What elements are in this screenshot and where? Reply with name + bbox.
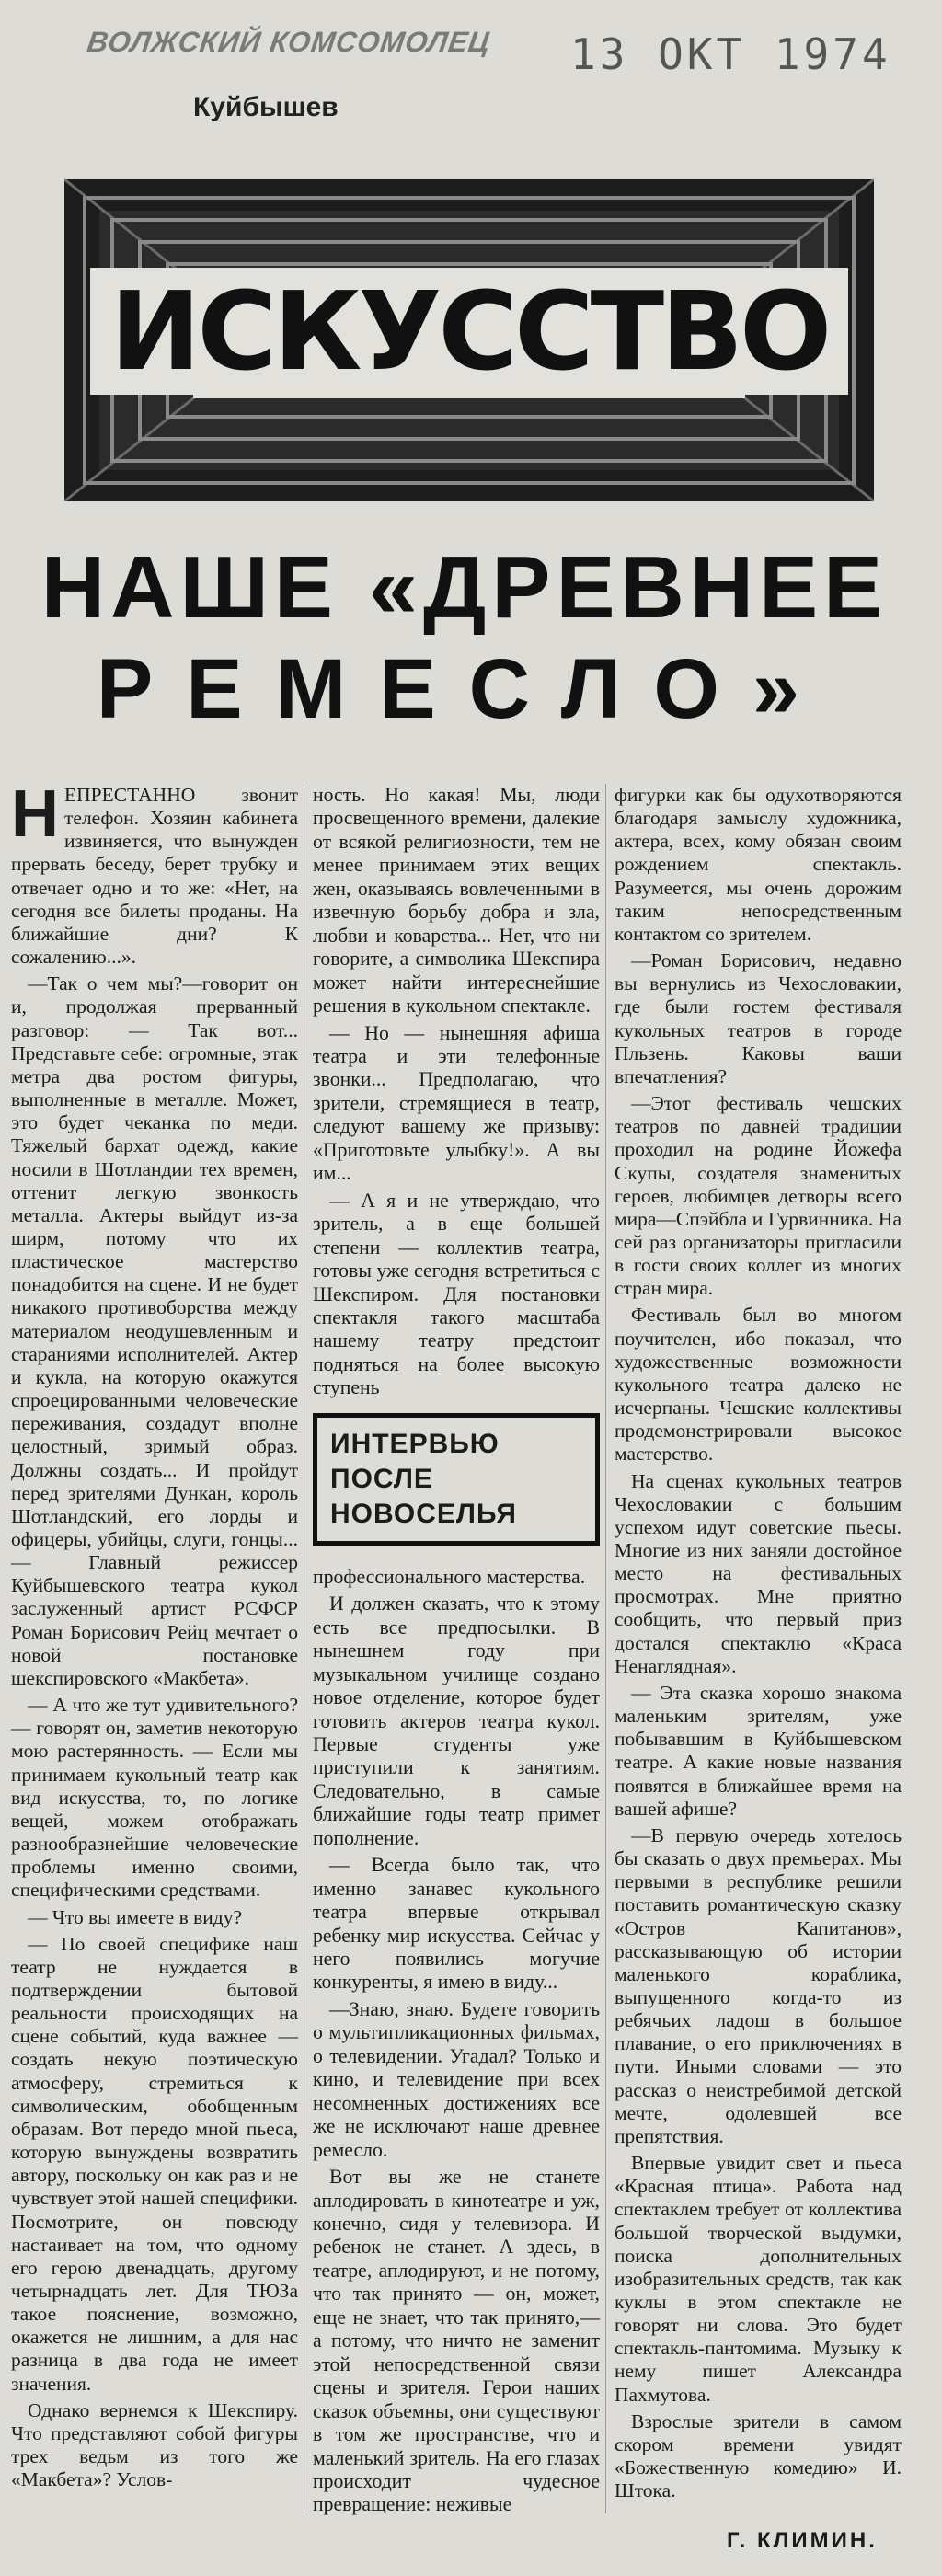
article-paragraph: —В первую очередь хотелось бы сказать о двух премьерах. Мы первыми в республике решили поставить романтическую сказку «Остров Капитанов», рассказывающую об истории маленького кораблика, выпущенного когда-то из ребячьих ладош в большое плавание, о его приключениях в пути. Иными словами — это рассказ о неистребимой детской мечте, одолевшей все препятствия. — [615, 1823, 902, 2147]
article-paragraph: — Но — нынешняя афиша театра и эти телефонные звонки... Предполагаю, что зрители, стремящиеся в театр, следуют вашему же призыву: «Приготовьте улыбку!». А вы им... — [313, 1021, 600, 1185]
interview-box — [313, 1413, 600, 1546]
author-signature: Г. КЛИМИН. — [727, 2528, 878, 2553]
article-paragraph: —Так о чем мы?—говорит он и, продолжая прерванный разговор: — Так вот... Представьте себе: огромные, этак метра два ростом фигуры, выполненные в металле. Может, это будет чеканка по меди. Тяжелый бархат одежд, какие носили в Шотландии тех времен, оттенит легкую звонкость металла. Актеры выйдут из-за ширм, потому что их пластическое мастерство понадобится на сцене. И не будет никакого противоборства между материалом неодушевленным и стараниями исполнителей. Актер и кукла, на которую окажутся спроецированными человеческие переживания, создадут вполне целостный, зримый образ. Должны создать... И пройдут перед зрителями Дункан, король Шотландский, его лорды и офицеры, убийцы, слуги, гонцы... — Главный режиссер Куйбышевского театра кукол заслуженный артист РСФСР Роман Борисович Рейц мечтает о новой постановке шекспировского «Макбета». — [11, 972, 298, 1689]
article-paragraph: фигурки как бы одухотворяются благодаря замыслу художника, актера, всех, кому обязан своим рождением спектакль. Разумеется, мы очень дорожим таким непосредственным контактом со зрителем. — [615, 784, 902, 945]
drop-cap: Н — [11, 777, 59, 851]
article-paragraph: Впервые увидит свет и пьеса «Красная птица». Работа над спектаклем требует от коллектива большой творческой выдумки, поиска дополнительных изобразительных средств, так как куклы в этом спектакле не говорят ни слова. Это будет спектакль-пантомима. Музыку к нему пишет Александра Пахмутова. — [615, 2152, 902, 2406]
article-column-3 — [615, 784, 902, 2506]
article-paragraph: — По своей специфике наш театр не нуждается в подтверждении бытовой реальности происходящих на сцене событий, куда важнее — создать некую поэтическую атмосферу, стремиться к символическим, обобщенным образам. Вот передо мной пьеса, которую вынуждены возвратить автору, поскольку он как раз и не чувствует этой нашей специфики. Посмотрите, он повсюду настаивает на том, что одному его герою двенадцать, другому четырнадцать лет. Для ТЮЗа такое пояснение, возможно, окажется не лишним, а для нас разница в два года не имеет значения. — [11, 1932, 298, 2395]
article-paragraph: —Этот фестиваль чешских театров по давней традиции проходил на родине Йожефа Скупы, создателя знаменитых героев, любимцев детворы всего мира—Спэйбла и Гурвинника. На сей раз организаторы пригласили в гости своих коллег из многих стран мира. — [615, 1092, 902, 1300]
article-headline — [37, 538, 892, 741]
city-label: Куйбышев — [193, 92, 339, 122]
headline-line-2: РЕМЕСЛО» — [96, 642, 833, 736]
article-paragraph: — Эта сказка хорошо знакома маленьким зрителям, уже побывавшим в Куйбышевском театре. А какие новые названия появятся в ближайшее время на вашей афише? — [615, 1681, 902, 1820]
article-paragraph: Фестиваль был во многом поучителен, ибо показал, что художественные возможности кукольного театра далеко не исчерпаны. Чешские коллективы продемонстрировали высокое мастерство. — [615, 1304, 902, 1466]
article-paragraph: —Знаю, знаю. Будете говорить о мультипликационных фильмах, о телевидении. Угадал? Только и кино, и телевидение при всех несомненных достижениях все же не исключают наше древнее ремесло. — [313, 1997, 600, 2161]
article-paragraph: Взрослые зрители в самом скором времени увидят «Божественную комедию» И. Штока. — [615, 2409, 902, 2502]
article-paragraph: —Роман Борисович, недавно вы вернулись из Чехословакии, где были гостем фестиваля кукольных театров в городе Пльзень. Каковы ваши впечатления? — [615, 949, 902, 1087]
article-paragraph: — А что же тут удивительного? — говорят он, заметив некоторую мою растерянность. — Если мы принимаем кукольный театр как вид искусства, то, по логике вещей, можем отображать разнообразнейшие человеческие проблемы именно своими, специфическими средствами. — [11, 1694, 298, 1902]
article-paragraph: ность. Но какая! Мы, люди просвещенного времени, далекие от всякой религиозности, тем не менее принимаем этих вещих жен, оказываясь вовлеченными в извечную борьбу добра и зла, любви и коварства... Нет, что ни говорите, а символика Шекспира может найти интереснейшие решения в кукольном спектакле. — [313, 784, 600, 1018]
article-column-1 — [11, 777, 298, 2495]
article-paragraph: профессионального мастерства. — [313, 1565, 586, 1588]
article-paragraph: Вот вы же не станете аплодировать в кинотеатре и уж, конечно, сидя у телевизора. И ребенок не станет. А здесь, в театре, аплодируют, и не потому, что так принято — он, может, еще не знает, что так принято,— а потому, что ничто не заменит этой непосредственной связи сцены и зрителя. Герои наших сказок объемны, они существуют в том же пространстве, что и маленький зритель. На его глазах происходит чудесное превращение: неживые — [313, 2166, 600, 2516]
interview-box-line: ПОСЛЕ — [330, 1463, 433, 1494]
article-paragraph: На сценах кукольных театров Чехословакии с большим успехом идут советские пьесы. Многие из них заняли достойное место на фестивальных просмотрах. Мне приятно сообщить, что первый приз достался спектаклю «Краса Ненаглядная». — [615, 1469, 902, 1677]
article-paragraph: — Всегда было так, что именно занавес кукольного театра впервые открывал ребенку мир искусства. Сейчас у него появились могучие конкуренты, я имею в виду... — [313, 1854, 600, 1994]
article-paragraph: И должен сказать, что к этому есть все предпосылки. В нынешнем году при музыкальном училище создано новое отделение, которое будет готовить актеров театра кукол. Первые студенты уже приступили к занятиям. Следовательно, в самые ближайшие годы театр примет пополнение. — [313, 1593, 600, 1849]
article-paragraph: Однако вернемся к Шекспиру. Что представляют собой фигуры трех ведьм из того же «Макбета»? Услов- — [11, 2398, 298, 2491]
section-title: ИСКУССТВО — [64, 268, 874, 395]
interview-box-line: НОВОСЕЛЬЯ — [330, 1498, 517, 1529]
date-stamp: 13 ОКТ 1974 — [570, 29, 891, 79]
headline-line-1: НАШЕ «ДРЕВНЕЕ — [40, 538, 889, 637]
column-divider — [605, 784, 606, 2513]
article-paragraph: — Что вы имеете в виду? — [28, 1905, 242, 1928]
newspaper-masthead: ВОЛЖСКИЙ КОМСОМОЛЕЦ — [85, 26, 493, 58]
section-banner — [64, 179, 874, 501]
article-paragraph: — А я и не утверждаю, что зритель, а в еще большей степени — коллектив театра, готовы уже сегодня встретиться с Шекспиром. Для постановки спектакля такого масштаба нашему театру предстоит подняться на более высокую ступень — [313, 1189, 600, 1399]
article-column-2 — [313, 784, 600, 2521]
article-lead-paragraph: НЕПРЕСТАННО звонит телефон. Хозяин кабинета извиняется, что вынужден прервать беседу, берет трубку и отвечает одно и то же: «Нет, на сегодня все билеты проданы. На ближайшие дни? К сожалению...». — [11, 777, 298, 969]
interview-box-line: ИНТЕРВЬЮ — [330, 1428, 500, 1459]
